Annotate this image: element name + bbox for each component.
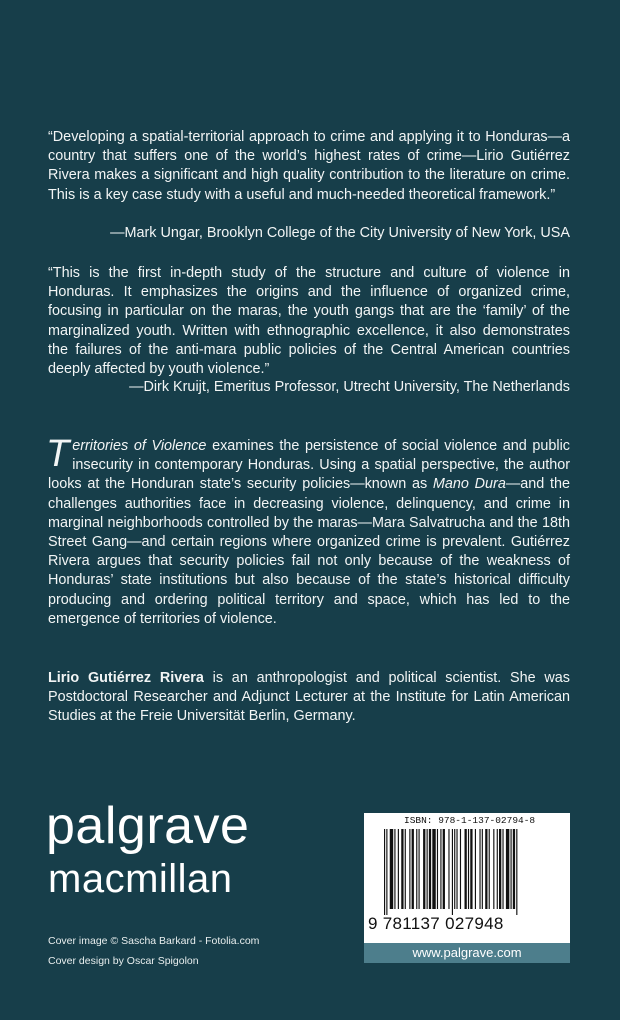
barcode-bar <box>506 829 509 909</box>
cover-image-credit: Cover image © Sascha Barkard - Fotolia.com <box>48 935 260 947</box>
quote-2-attribution: —Dirk Kruijt, Emeritus Professor, Utrecht University, The Netherlands <box>129 379 570 395</box>
publisher-logo-line1: palgrave <box>46 797 250 855</box>
barcode-bar <box>390 829 393 909</box>
barcode-bar <box>470 829 472 909</box>
barcode-bar <box>412 829 414 909</box>
cover-design-credit: Cover design by Oscar Spigolon <box>48 955 199 967</box>
author-name: Lirio Gutiérrez Rivera <box>48 670 204 686</box>
barcode-bar <box>386 829 387 915</box>
barcode-bar <box>516 829 517 915</box>
dropcap: T <box>46 433 70 475</box>
barcode-bar <box>440 829 441 909</box>
barcode-bar <box>465 829 467 909</box>
barcode-bar <box>452 829 453 915</box>
barcode-bar <box>429 829 431 909</box>
mano-dura-term: Mano Dura <box>432 476 506 493</box>
isbn-label: ISBN: 978-1-137-02794-8 <box>404 815 536 826</box>
barcode-bar <box>405 829 406 909</box>
author-bio-text: is an anthropologist and political scientist. She was Postdoctoral Researcher and Adjunct Lecturer at the Institute for Latin American Studies at the Freie Universität Berlin, Germany. <box>48 670 570 725</box>
publisher-url: www.palgrave.com <box>364 943 570 963</box>
barcode-bar <box>416 829 417 909</box>
quote-1-attribution: —Mark Ungar, Brooklyn College of the City University of New York, USA <box>110 225 570 241</box>
barcode-bar <box>460 829 461 909</box>
barcode-bar <box>427 829 428 909</box>
barcode-number: 9 781137 027948 <box>368 914 504 933</box>
barcode-bars <box>384 829 564 915</box>
barcode-bar <box>398 829 399 909</box>
barcode-bar <box>454 829 455 909</box>
description-part1: examines the persistence of social violence and public insecurity in contemporary Honduras. Using a spatial perspective, the author looks at the Honduran state’s security policies—known as <box>48 438 570 493</box>
barcode-bar <box>448 829 449 909</box>
description-part2: —and the challenges authorities face in decreasing violence, delinquency, and crime in marginal neighborhoods controlled by the maras—Mara Salvatrucha and the 18th Street Gang—and certain regions where organized crime is prevalent. Gutiérrez Rivera argues that security policies fail not only because of the weakness of Honduras’ state institutions but also because of the state’s historical difficulty producing and ordering political territory and space, which has led to the emergence of territories of violence. <box>48 476 571 627</box>
barcode-bar <box>443 829 445 909</box>
barcode-bar <box>485 829 487 909</box>
barcode-bar <box>511 829 512 909</box>
barcode-bar <box>409 829 410 909</box>
book-description <box>46 433 571 629</box>
quote-2: “This is the first in-depth study of the structure and culture of violence in Honduras. It emphasizes the origins and the influence of organized crime, focusing in particular on the maras, the youth gangs that are the ‘family’ of the marginalized youth. Written with ethnographic excellence, it also demonstrates the failures of the anti-mara public policies of the Central American countries deeply affected by youth violence.” <box>48 265 570 378</box>
barcode-bar <box>419 829 420 909</box>
barcode-bar <box>456 829 457 909</box>
barcode-bar <box>513 829 515 909</box>
barcode-bar <box>437 829 438 909</box>
publisher-logo-line2: macmillan <box>48 857 233 901</box>
barcode-bar <box>502 829 503 909</box>
barcode-bar <box>499 829 501 909</box>
barcode-bar <box>479 829 480 909</box>
barcode-bar <box>394 829 395 909</box>
barcode-bar <box>489 829 490 909</box>
barcode-bar <box>468 829 469 909</box>
barcode-bar <box>432 829 435 909</box>
book-title: erritories of Violence <box>72 438 207 454</box>
barcode-bar <box>475 829 476 909</box>
barcode-bar <box>384 829 385 915</box>
barcode-bar <box>423 829 425 909</box>
barcode-bar <box>401 829 403 909</box>
quote-1: “Developing a spatial-territorial approach to crime and applying it to Honduras—a country that suffers one of the world’s highest rates of crime—Lirio Gutiérrez Rivera makes a significant and high quality contribution to the literature on crime. This is a key case study with a useful and much-needed theoretical framework.” <box>48 129 570 203</box>
barcode-bar <box>482 829 483 909</box>
barcode-bar <box>493 829 494 909</box>
barcode-bar <box>497 829 498 909</box>
author-bio <box>48 669 570 727</box>
